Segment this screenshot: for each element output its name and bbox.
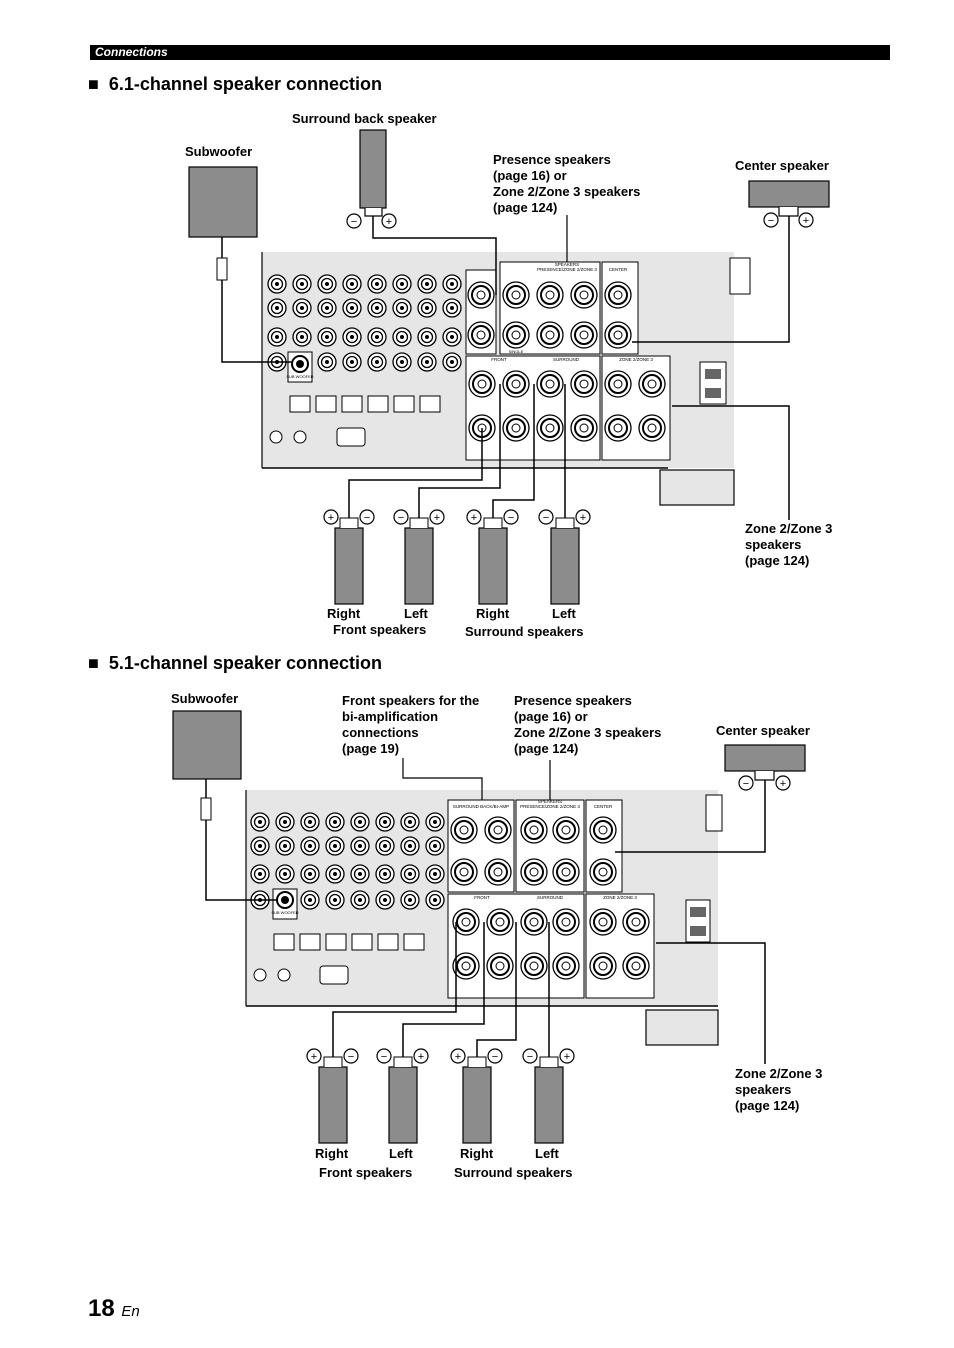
- panel1-presence-label: PRESENCE/ZONE 2/ZONE 3: [537, 267, 597, 272]
- d1-center-label: Center speaker: [735, 158, 829, 173]
- panel1-center-label: CENTER: [608, 267, 628, 272]
- d1-front-right-label: Right: [327, 606, 361, 621]
- d1-surround-right-label: Right: [476, 606, 510, 621]
- svg-text:+: +: [310, 1051, 318, 1063]
- panel1-speakers-label: SPEAKERS: [554, 262, 580, 267]
- d2-surround-group-label: Surround speakers: [454, 1165, 573, 1180]
- svg-text:−: −: [526, 1051, 534, 1063]
- sub-jack-label-1: SUB WOOFER: [286, 374, 314, 379]
- panel1-single-label: SINGLE: [508, 349, 524, 354]
- d2-zone-label: Zone 2/Zone 3 speakers (page 124): [735, 1066, 823, 1113]
- page-number: [88, 1295, 140, 1323]
- svg-text:−: −: [507, 512, 515, 524]
- panel2-speakers-label: SPEAKERS: [537, 799, 563, 804]
- receiver-rear-panel-1: [262, 252, 750, 505]
- svg-text:+: +: [327, 512, 335, 524]
- d1-front-group-label: Front speakers: [333, 622, 427, 637]
- svg-text:−: −: [767, 215, 775, 227]
- svg-text:+: +: [779, 778, 787, 790]
- d2-front-group-label: Front speakers: [319, 1165, 413, 1180]
- panel1-zone-label: ZONE 2/ZONE 3: [619, 357, 653, 362]
- d1-subwoofer-label: Subwoofer: [185, 144, 253, 159]
- svg-text:−: −: [347, 1051, 355, 1063]
- svg-text:−: −: [350, 216, 358, 228]
- sub-jack-label-2: SUB WOOFER: [271, 910, 299, 915]
- d1-zone-label: Zone 2/Zone 3 speakers (page 124): [745, 521, 833, 568]
- panel2-front-label: FRONT: [474, 895, 490, 900]
- svg-text:+: +: [563, 1051, 571, 1063]
- heading-5-1: ■ 5.1-channel speaker connection: [88, 653, 382, 673]
- d2-front-left-label: Left: [389, 1146, 413, 1161]
- d2-subwoofer-label: Subwoofer: [171, 691, 239, 706]
- d1-front-left-label: Left: [404, 606, 428, 621]
- panel2-center-label: CENTER: [593, 804, 613, 809]
- svg-text:−: −: [542, 512, 550, 524]
- panel1-surround-label: SURROUND: [552, 357, 580, 362]
- d1-surround-back-label: Surround back speaker: [292, 111, 437, 126]
- d2-center-label: Center speaker: [716, 723, 810, 738]
- d1-surround-left-label: Left: [552, 606, 576, 621]
- panel1-front-label: FRONT: [491, 357, 507, 362]
- svg-text:+: +: [470, 512, 478, 524]
- d1-surround-group-label: Surround speakers: [465, 624, 584, 639]
- svg-text:+: +: [454, 1051, 462, 1063]
- svg-text:+: +: [417, 1051, 425, 1063]
- d1-presence-label: Presence speakers (page 16) or Zone 2/Zone 3 speakers (page 124): [493, 152, 641, 215]
- svg-text:−: −: [397, 512, 405, 524]
- d2-front-right-label: Right: [315, 1146, 349, 1161]
- section-header-label: Connections: [95, 45, 168, 59]
- subwoofer-out-jack-2: [277, 892, 293, 908]
- subwoofer-out-jack-1: [292, 356, 308, 372]
- svg-text:−: −: [742, 778, 750, 790]
- d2-biamp-label: Front speakers for the bi-amplification connections (page 19): [342, 693, 480, 756]
- svg-text:+: +: [385, 216, 393, 228]
- svg-text:−: −: [491, 1051, 499, 1063]
- svg-text:−: −: [380, 1051, 388, 1063]
- panel2-sb-biamp-label: SURROUND BACK/BI-AMP: [452, 804, 510, 809]
- svg-text:+: +: [802, 215, 810, 227]
- panel2-surround-label: SURROUND: [536, 895, 564, 900]
- d2-surround-left-label: Left: [535, 1146, 559, 1161]
- page-lang: En: [121, 1303, 140, 1320]
- svg-text:+: +: [579, 512, 587, 524]
- d2-surround-right-label: Right: [460, 1146, 494, 1161]
- heading-5-1-text: 5.1-channel speaker connection: [108, 653, 382, 673]
- page-number-value: 18: [88, 1295, 115, 1322]
- heading-6-1: ■ 6.1-channel speaker connection: [88, 74, 382, 94]
- panel2-zone-label: ZONE 2/ZONE 3: [603, 895, 637, 900]
- svg-text:−: −: [363, 512, 371, 524]
- svg-text:+: +: [433, 512, 441, 524]
- heading-6-1-text: 6.1-channel speaker connection: [108, 74, 382, 94]
- panel2-presence-label: PRESENCE/ZONE 2/ZONE 3: [520, 804, 580, 809]
- d2-presence-label: Presence speakers (page 16) or Zone 2/Zone 3 speakers (page 124): [514, 693, 662, 756]
